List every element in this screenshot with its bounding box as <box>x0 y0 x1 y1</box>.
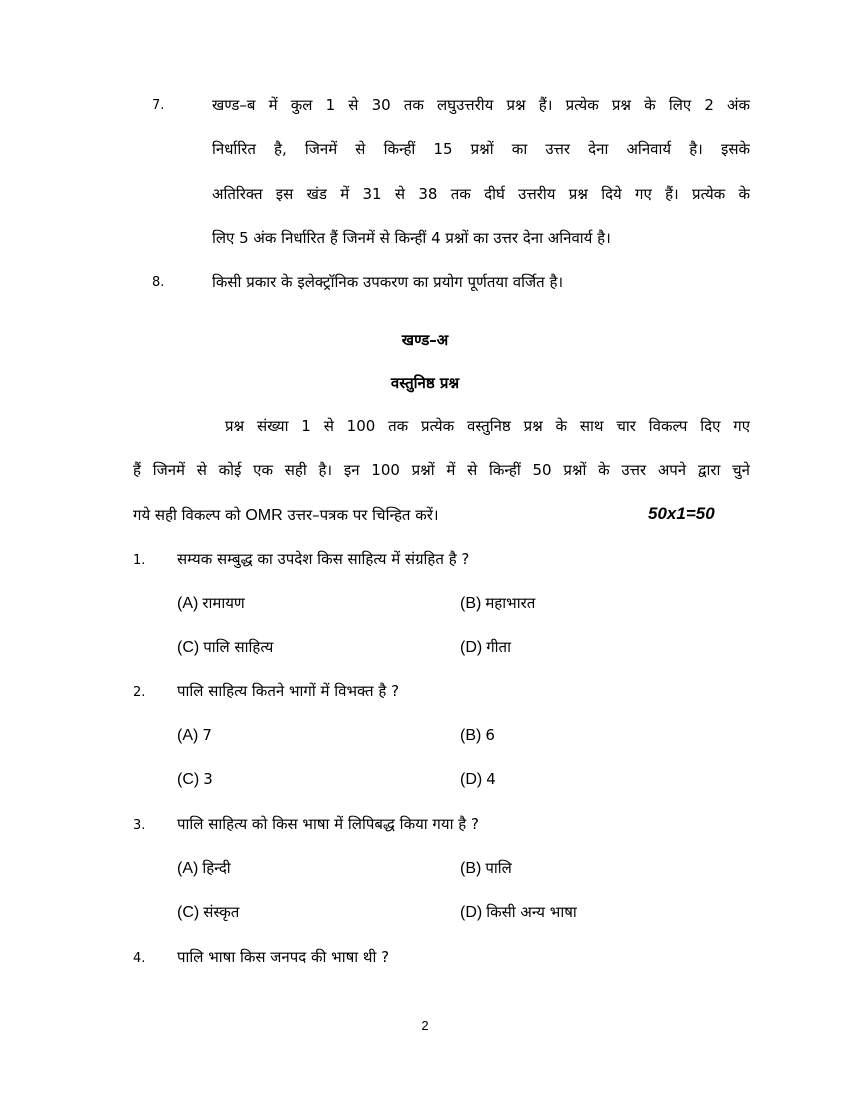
question-1-option-c: (C) पालि साहित्य <box>177 638 274 656</box>
intro-line-1: प्रश्न संख्या 1 से 100 तक प्रत्येक वस्तुनिष्ठ प्रश्न के साथ चार विकल्प दिए गए <box>225 417 750 435</box>
question-3-number: 3. <box>133 818 146 833</box>
question-1-option-d: (D) गीता <box>460 638 511 656</box>
question-3-option-c: (C) संस्कृत <box>177 903 240 921</box>
question-1-number: 1. <box>133 553 146 568</box>
section-subtitle: वस्तुनिष्ठ प्रश्न <box>390 374 460 392</box>
instruction-7-line-1: खण्ड–ब में कुल 1 से 30 तक लघुउत्तरीय प्रश्न हैं। प्रत्येक प्रश्न के लिए 2 अंक <box>212 96 750 114</box>
question-1-option-b: (B) महाभारत <box>460 594 536 612</box>
section-title: खण्ड–अ <box>401 331 449 349</box>
question-2-text: पालि साहित्य कितने भागों में विभक्त है ? <box>177 682 400 700</box>
marks-label: 50x1=50 <box>648 504 715 523</box>
question-2-option-c: (C) 3 <box>177 770 213 788</box>
question-2-number: 2. <box>133 685 146 700</box>
question-1-option-a: (A) रामायण <box>177 594 245 612</box>
instruction-8-number: 8. <box>152 275 165 290</box>
instruction-7-line-2: निर्धारित है, जिनमें से किन्हीं 15 प्रश्नों का उत्तर देना अनिवार्य है। इसके <box>212 140 750 158</box>
question-2-option-b: (B) 6 <box>460 726 495 744</box>
question-3-text: पालि साहित्य को किस भाषा में लिपिबद्ध किया गया है ? <box>177 815 479 833</box>
intro-line-3 <box>133 505 439 525</box>
intro-line-3-start: गये सही विकल्प को <box>133 506 241 524</box>
question-4-text: पालि भाषा किस जनपद की भाषा थी ? <box>177 948 390 966</box>
page-number: 2 <box>421 1018 429 1033</box>
instruction-7-line-4: लिए 5 अंक निर्धारित हैं जिनमें से किन्हीं 4 प्रश्नों का उत्तर देना अनिवार्य है। <box>212 229 611 247</box>
question-4-number: 4. <box>133 951 146 966</box>
question-2-option-d: (D) 4 <box>460 770 496 788</box>
instruction-8-text: किसी प्रकार के इलेक्ट्रॉनिक उपकरण का प्रयोग पूर्णतया वर्जित है। <box>212 273 564 291</box>
instruction-7-line-3: अतिरिक्त इस खंड में 31 से 38 तक दीर्घ उत्तरीय प्रश्न दिये गए हैं। प्रत्येक के <box>212 185 750 203</box>
question-3-option-d: (D) किसी अन्य भाषा <box>460 903 577 921</box>
intro-line-3-end: उत्तर–पत्रक पर चिन्हित करें। <box>287 506 439 524</box>
intro-line-2: हैं जिनमें से कोई एक सही है। इन 100 प्रश्नों में से किन्हीं 50 प्रश्नों के उत्तर अपने द्वारा चुने <box>133 461 750 479</box>
question-3-option-b: (B) पालि <box>460 859 512 877</box>
omr-text: OMR <box>245 507 283 524</box>
instruction-7-number: 7. <box>152 98 165 113</box>
question-2-option-a: (A) 7 <box>177 726 212 744</box>
question-3-option-a: (A) हिन्दी <box>177 859 231 877</box>
question-1-text: सम्यक सम्बुद्ध का उपदेश किस साहित्य में संग्रहित है ? <box>177 550 470 568</box>
